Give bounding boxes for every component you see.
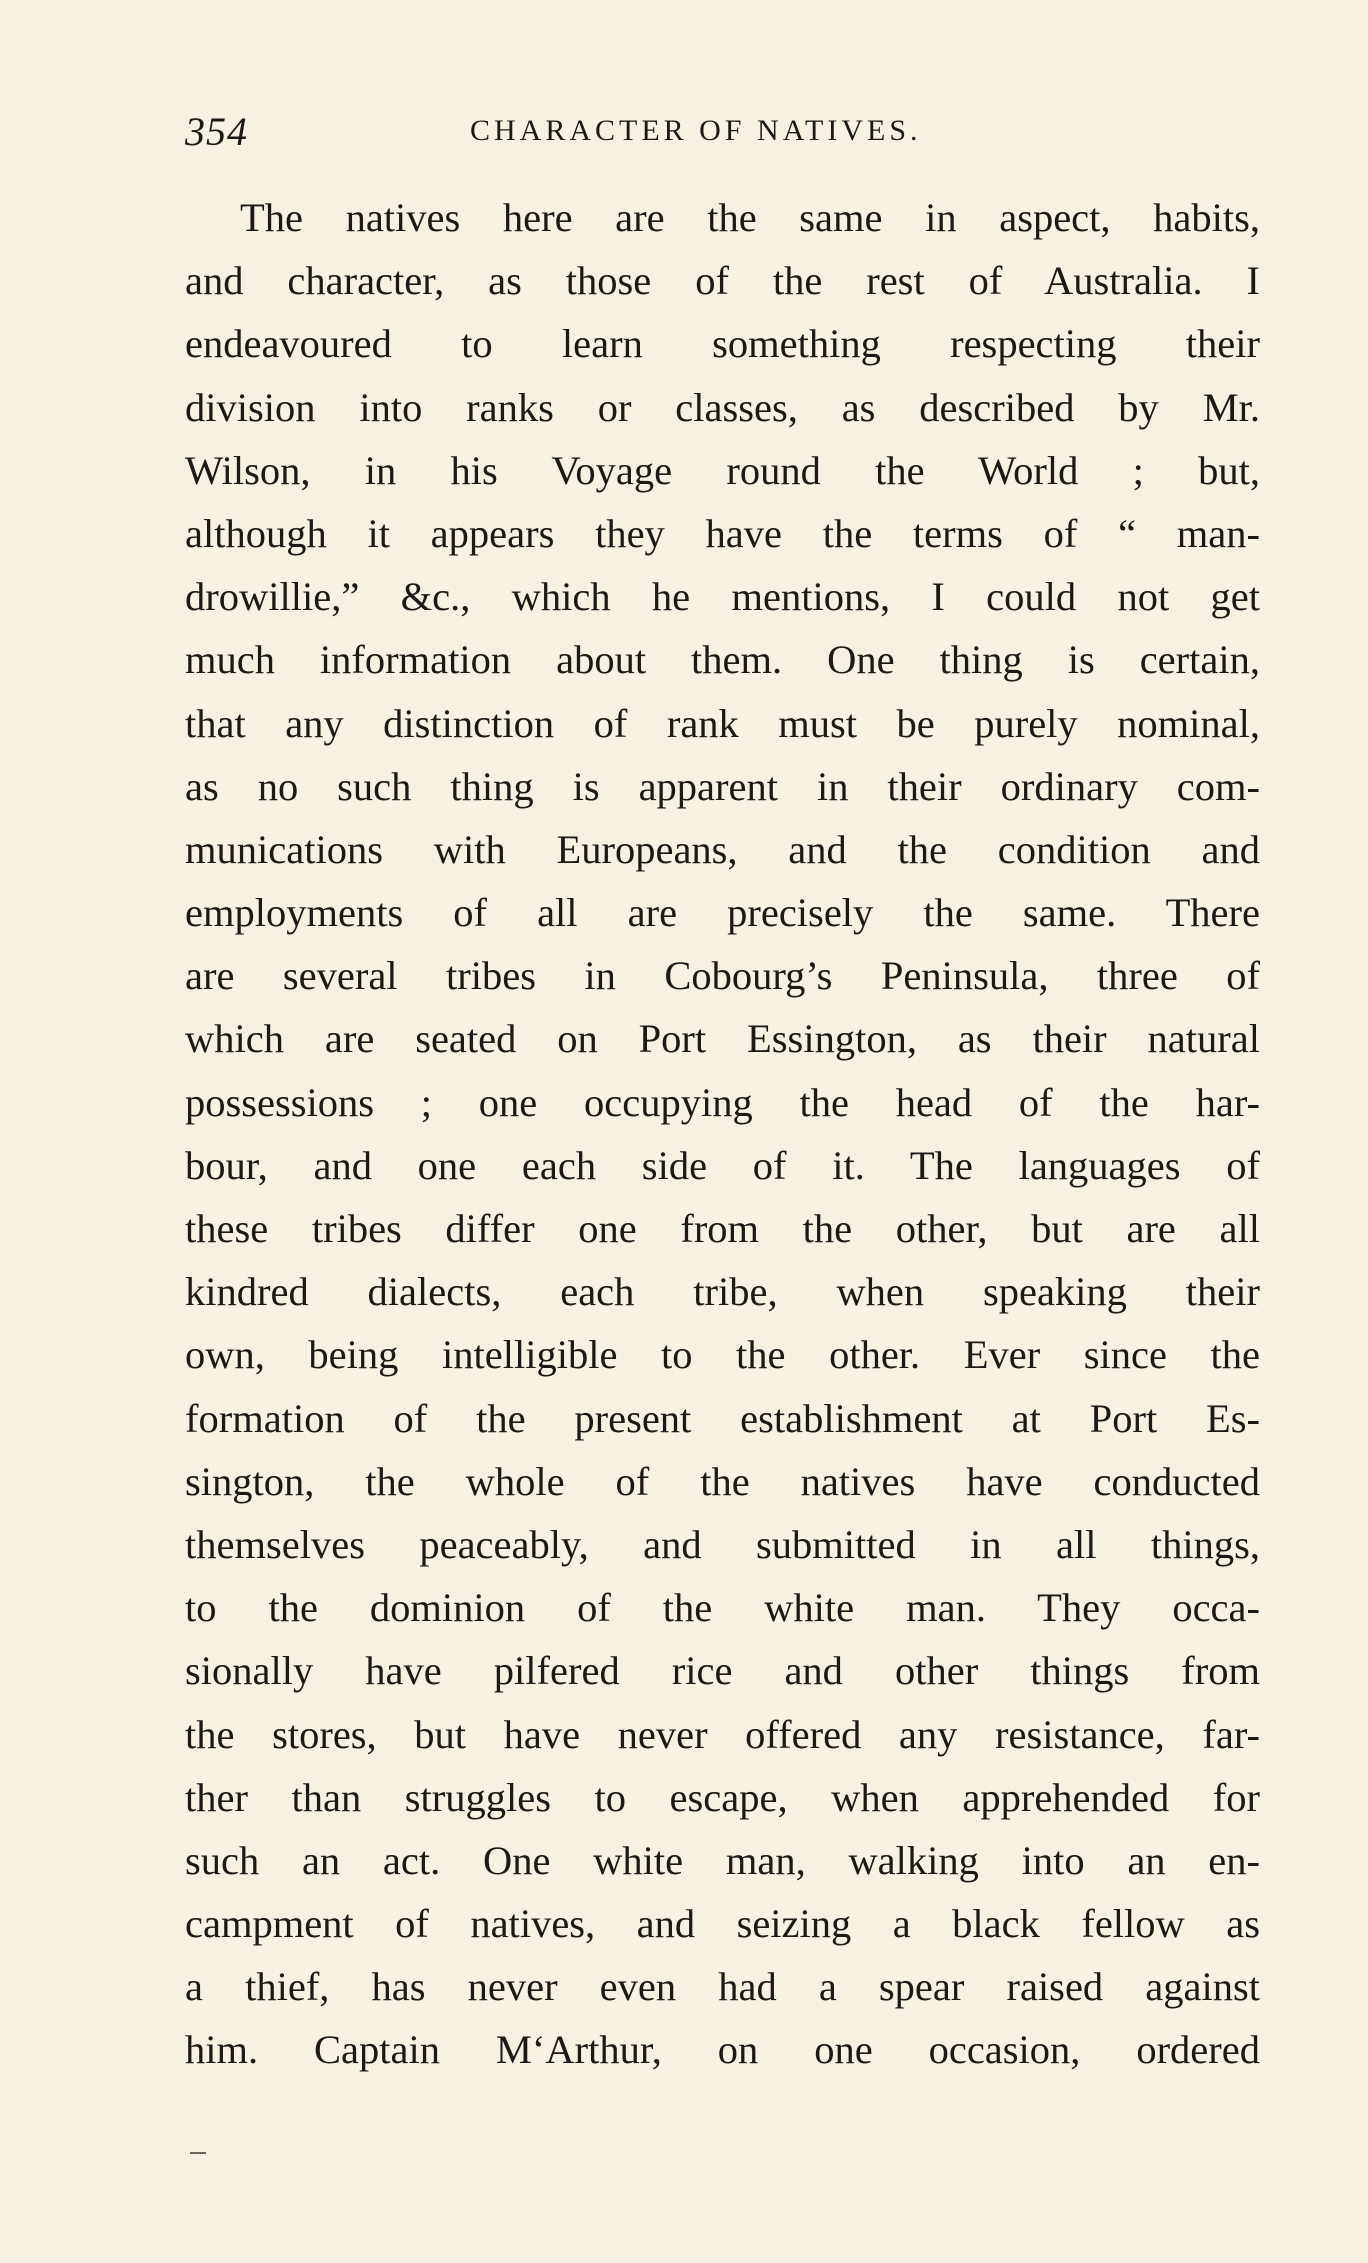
text-line: although it appears they have the terms of “ man-	[185, 510, 1260, 556]
text-line: and character, as those of the rest of Australia. I	[185, 258, 1260, 304]
running-title: CHARACTER OF NATIVES.	[470, 114, 922, 147]
text-line: kindred dialects, each tribe, when speaking their	[185, 1269, 1260, 1315]
text-line: themselves peaceably, and submitted in all things,	[185, 1521, 1260, 1567]
text-line: bour, and one each side of it. The languages of	[185, 1142, 1260, 1188]
text-line: these tribes differ one from the other, but are all	[185, 1206, 1260, 1251]
text-line: division into ranks or classes, as described by Mr.	[185, 384, 1260, 430]
text-line: sington, the whole of the natives have conducted	[185, 1458, 1260, 1504]
text-line: munications with Europeans, and the condition and	[185, 826, 1260, 872]
text-line: drowillie,” &c., which he mentions, I could not get	[185, 574, 1260, 620]
running-head	[185, 108, 1260, 158]
body-text	[185, 186, 1260, 2082]
text-line: to the dominion of the white man. They occa-	[185, 1585, 1260, 1631]
text-line: possessions ; one occupying the head of the har-	[185, 1079, 1260, 1125]
page-number: 354	[185, 109, 248, 154]
text-line: own, being intelligible to the other. Ever since the	[185, 1332, 1260, 1378]
text-line: such an act. One white man, walking into an en-	[185, 1837, 1260, 1883]
text-line: employments of all are precisely the same. There	[185, 890, 1260, 936]
text-line: the stores, but have never offered any resistance, far-	[185, 1711, 1260, 1757]
text-line: much information about them. One thing is certain,	[185, 637, 1260, 683]
text-line: as no such thing is apparent in their ordinary com-	[185, 763, 1260, 809]
text-line: formation of the present establishment at Port Es-	[185, 1395, 1260, 1441]
printer-mark	[190, 2152, 206, 2154]
text-line: which are seated on Port Essington, as their natural	[185, 1016, 1260, 1062]
text-line: Wilson, in his Voyage round the World ; but,	[185, 447, 1260, 493]
text-line: ther than struggles to escape, when apprehended for	[185, 1774, 1260, 1820]
text-line: campment of natives, and seizing a black fellow as	[185, 1901, 1260, 1947]
text-line: a thief, has never even had a spear raised against	[185, 1964, 1260, 2010]
text-line: that any distinction of rank must be purely nominal,	[185, 700, 1260, 746]
text-line: sionally have pilfered rice and other things from	[185, 1648, 1260, 1694]
text-line: endeavoured to learn something respecting their	[185, 321, 1260, 367]
text-line: are several tribes in Cobourg’s Peninsula, three of	[185, 953, 1260, 999]
text-line: The natives here are the same in aspect, habits,	[240, 195, 1260, 240]
text-line: him. Captain M‘Arthur, on one occasion, ordered	[185, 2027, 1260, 2073]
